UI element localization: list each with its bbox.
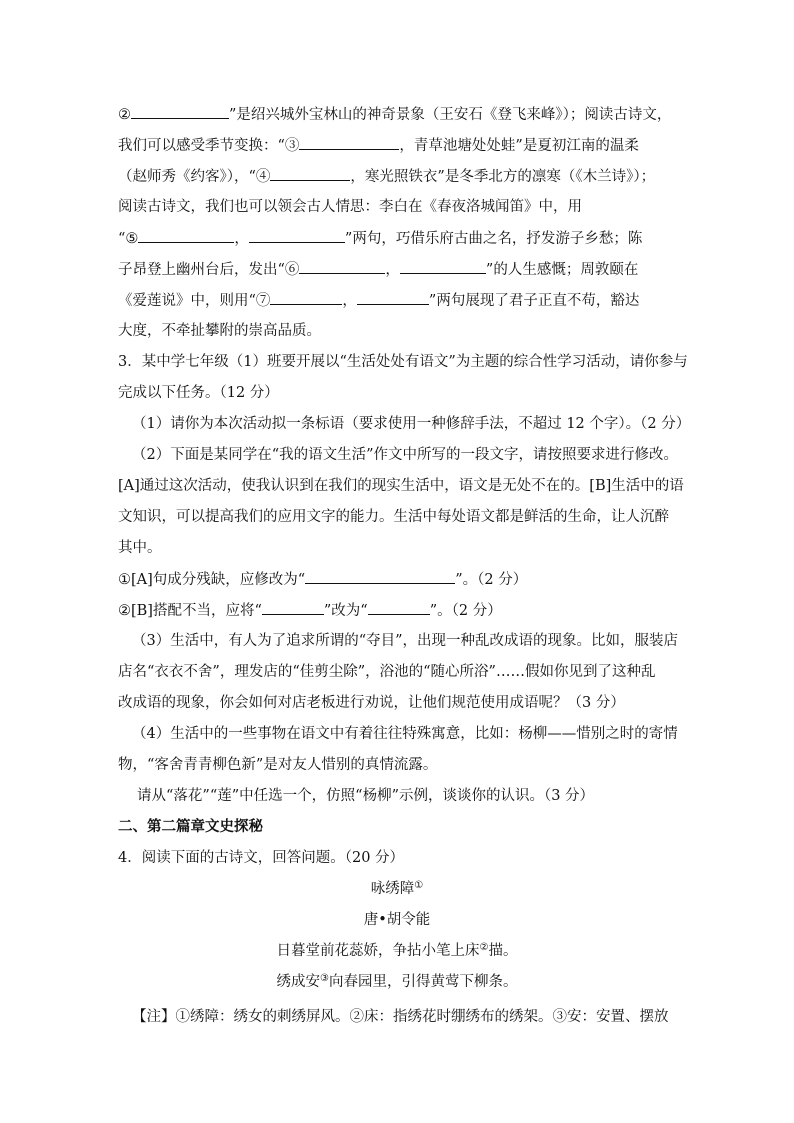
line-text: ，青草池塘处处蛙”是夏初江南的温柔 (399, 138, 639, 154)
poem-verse-2 (0, 972, 794, 992)
answer-blank[interactable] (299, 259, 385, 274)
answer-blank[interactable] (400, 259, 486, 274)
q3-part-4-task: 请从“落花”“莲”中任选一个，仿照“杨柳”示例，谈谈你的认识。（3 分） (137, 788, 595, 804)
answer-blank[interactable] (270, 166, 350, 181)
line-text: （赵师秀《约客》），“④ (118, 169, 271, 185)
footnote-mark: ③ (320, 973, 329, 984)
poem-title-text: 咏绣障 (370, 881, 415, 897)
footnote-mark: ② (479, 942, 489, 953)
line-text: ”改为“ (323, 603, 368, 619)
line-text: ， (342, 293, 357, 309)
answer-blank[interactable] (138, 228, 234, 243)
fill-line-6 (118, 259, 676, 280)
line-text: ”。（2 分） (455, 572, 528, 588)
section-heading: 二、第二篇章文史探秘 (118, 818, 263, 835)
fill-line-2 (118, 135, 676, 156)
answer-blank[interactable] (305, 569, 455, 584)
fill-line-8: 大度，不牵扯攀附的崇高品质。 (118, 323, 321, 339)
fill-line-1 (118, 104, 676, 125)
line-text: 《爱莲说》中，则用“⑦ (118, 293, 271, 309)
line-text: ②[B]搭配不当，应将“ (118, 603, 262, 619)
q3-part-3: （3）生活中，有人为了追求所谓的“夺目”，出现一种乱改成语的现象。比如，服装店 (132, 633, 679, 649)
line-text: “⑤ (118, 231, 139, 247)
q3-passage-line-1: [A]通过这次活动，使我认识到在我们的现实生活中，语文是无处不在的。[B]生活中的语 (118, 478, 684, 494)
line-text: ， (385, 262, 400, 278)
fill-line-3 (118, 166, 676, 187)
q3-part-3-cont: 改成语的现象，你会如何对店老板进行劝说，让他们规范使用成语呢？（3 分） (118, 695, 625, 711)
q3-stem: 3．某中学七年级（1）班要开展以“生活处处有语文”为主题的综合性学习活动，请你参与 (118, 354, 688, 370)
poem-title (0, 879, 794, 899)
q3-stem-cont: 完成以下任务。（12 分） (118, 385, 279, 401)
footnote-mark: ① (414, 880, 424, 891)
q3-part-3-cont: 店名“衣衣不舍”，理发店的“佳剪尘除”，浴池的“随心所浴”……假如你见到了这种乱 (118, 664, 656, 680)
line-text: ，寒光照铁衣”是冬季北方的凛寒（《木兰诗》）； (350, 169, 656, 185)
poem-verse-1 (0, 941, 794, 961)
q3-fix-2 (118, 600, 676, 621)
line-text: ”。（2 分） (429, 603, 502, 619)
verse-text: 描。 (488, 943, 518, 959)
line-text: ①[A]句成分残缺，应修改为“ (118, 572, 306, 588)
q4-stem: 4．阅读下面的古诗文，回答问题。（20 分） (118, 850, 405, 866)
answer-blank[interactable] (270, 290, 342, 305)
q3-part-4: （4）生活中的一些事物在语文中有着往往特殊寓意，比如：杨柳——惜别之时的寄情 (132, 726, 678, 742)
line-text: ， (234, 231, 249, 247)
line-text: 子昂登上幽州台后，发出“⑥ (118, 262, 300, 278)
answer-blank[interactable] (262, 600, 324, 615)
poem-author: 唐•胡令能 (363, 912, 431, 928)
answer-blank[interactable] (357, 290, 429, 305)
circled-number: ② (118, 107, 131, 123)
fill-line-7 (118, 290, 676, 311)
fill-line-5 (118, 228, 676, 249)
verse-text: 日暮堂前花蕊娇，争拈小笔上床 (276, 943, 480, 959)
answer-blank[interactable] (368, 600, 430, 615)
line-text: ”的人生感慨；周敦颐在 (485, 262, 639, 278)
q3-part-1: （1）请你为本次活动拟一条标语（要求使用一种修辞手法，不超过 12 个字）。（2 分） (132, 416, 691, 432)
answer-blank[interactable] (299, 135, 399, 150)
q3-passage-line-3: 其中。 (118, 540, 162, 556)
line-text: ”是绍兴城外宝林山的神奇景象（王安石《登飞来峰》）；阅读古诗文， (229, 107, 672, 123)
line-text: ”两句展现了君子正直不苟，豁达 (428, 293, 640, 309)
poem-notes: 【注】①绣障：绣女的刺绣屏风。②床：指绣花时绷绣布的绣架。③安：安置、摆放 (132, 1009, 669, 1025)
answer-blank[interactable] (131, 104, 229, 119)
q3-fix-1 (118, 569, 676, 590)
q3-part-2: （2）下面是某同学在“我的语文生活”作文中所写的一段文字，请按照要求进行修改。 (132, 447, 679, 463)
line-text: 我们可以感受季节变换：“③ (118, 138, 300, 154)
verse-text: 向春园里，引得黄莺下柳条。 (328, 974, 518, 990)
answer-blank[interactable] (249, 228, 345, 243)
line-text: ”两句，巧借乐府古曲之名，抒发游子乡愁；陈 (344, 231, 643, 247)
q3-passage-line-2: 文知识，可以提高我们的应用文字的能力。生活中每处语文都是鲜活的生命，让人沉醉 (118, 509, 669, 525)
fill-line-4: 阅读古诗文，我们也可以领会古人情思：李白在《春夜洛城闻笛》中，用 (118, 199, 582, 215)
q3-part-4-cont: 物，“客舍青青柳色新”是对友人惜别的真情流露。 (118, 757, 438, 773)
verse-text: 绣成安 (276, 974, 321, 990)
